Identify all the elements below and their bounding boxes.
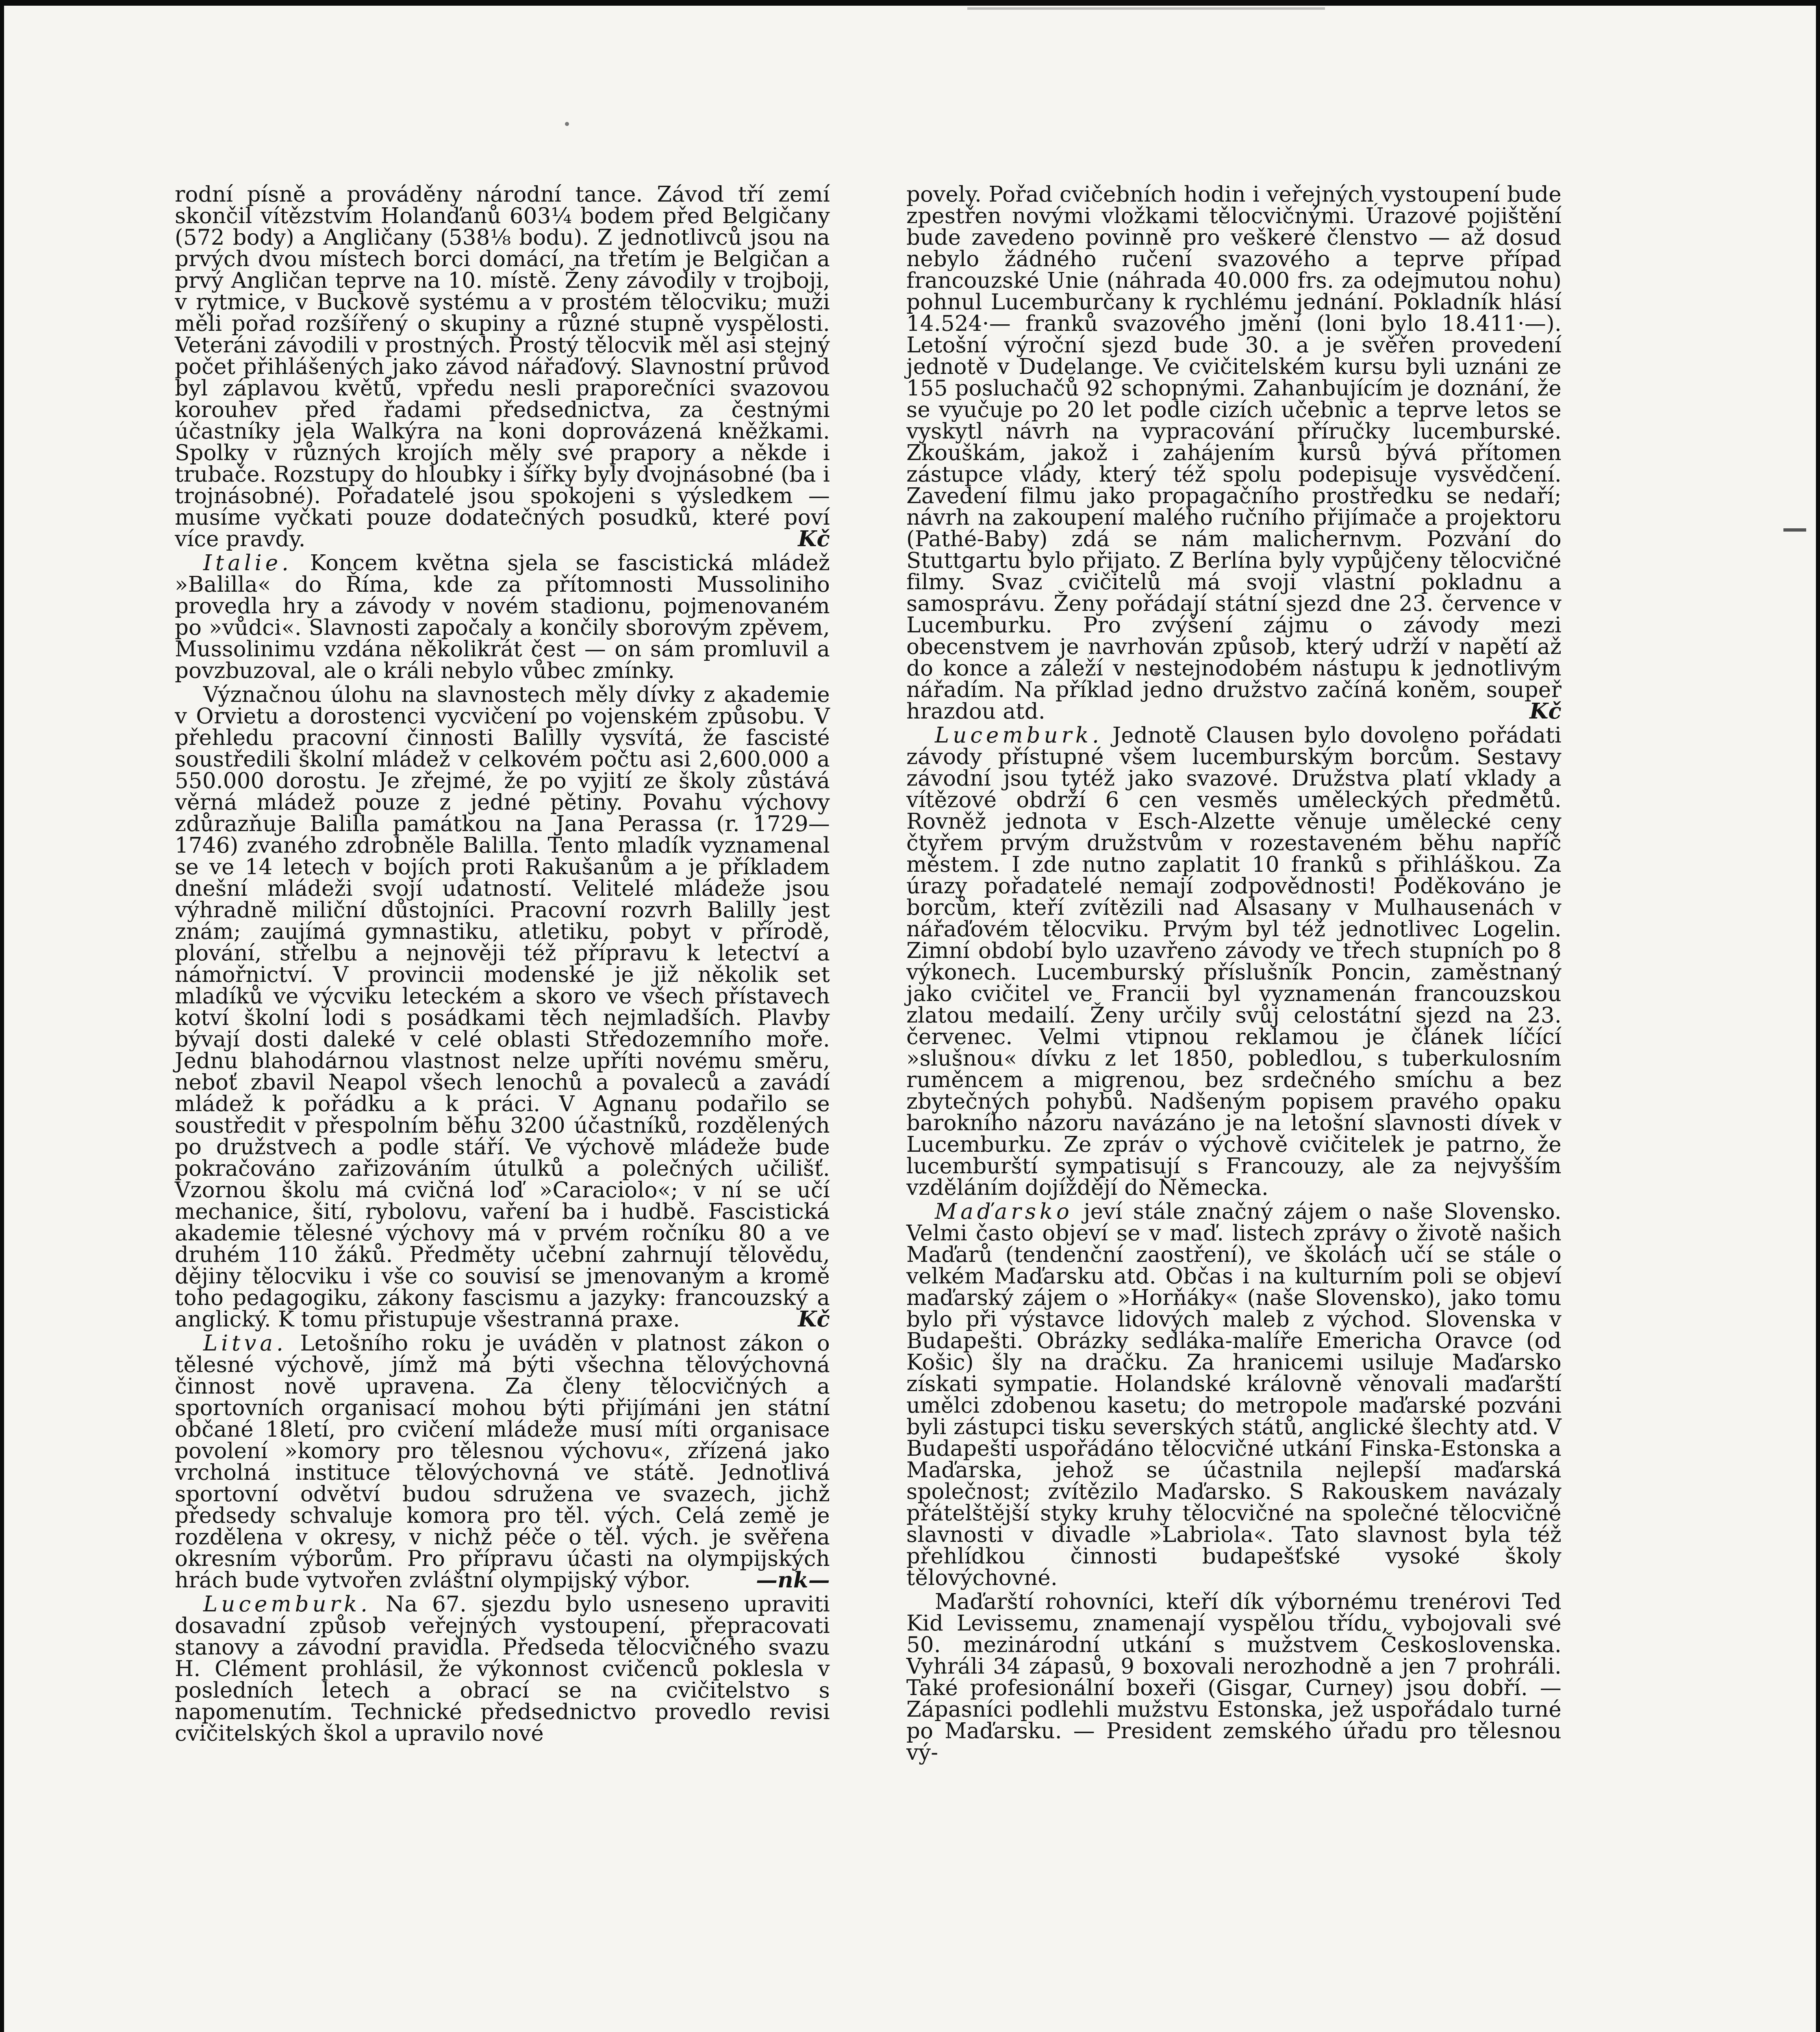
left-column	[175, 184, 830, 1744]
paragraph-text: Maďarští rohovníci, kteří dík výbornému trenérovi Ted Kid Levissemu, znamenají vyspělou třídu, vybojovali své 50. mezinárodní utkání s mužstvem Československa. Vyhráli 34 zápasů, 9 boxovali nerozhodně a jen 7 prohráli. Také profesionální boxeři (Gisgar, Curney) jsou dobří. — Zápasníci podlehli mužstvu Estonska, jež uspořádalo turné po Maďarsku. — President zemského úřadu pro tělesnou vý-	[906, 1589, 1562, 1765]
paragraph-text: Koncem května sjela se fascistická mládež »Balilla« do Říma, kde za přítomnosti Mussoliniho provedla hry a závody v novém stadionu, pojmenovaném po »vůdci«. Slavnosti započaly a končily sborovým zpěvem, Mussolinimu vzdána několikrát čest — on sám promluvil a povzbuzoval, ale o králi nebylo vůbec zmínky.	[175, 551, 830, 683]
paragraph	[906, 1201, 1562, 1589]
paragraph	[175, 684, 830, 1330]
paragraph-text: rodní písně a prováděny národní tance. Závod tří zemí skončil vítězstvím Holanďanů 603¼ bodem před Belgičany (572 body) a Angličany (538⅛ bodu). Z jednotlivců jsou na prvých dvou místech borci domácí, na třetím je Belgičan a prvý Angličan teprve na 10. místě. Ženy závodily v trojboji, v rytmice, v Buckově systému a v prostém tělocviku; muži měli pořad rozšířený o skupiny a různé stupně vyspělosti. Veteráni závodili v prostných. Prostý tělocvik měl asi stejný počet přihlášených jako závod nářaďový. Slavnostní průvod byl záplavou květů, vpředu nesli praporečníci svazovou korouhev před řadami předsednictva, za čestnými účastníky jela Walkýra na koni doprovázená kněžkami. Spolky v různých krojích měly své prapory a někde i trubače. Rozstupy do hloubky i šířky byly dvojnásobné (ba i trojnásobné). Pořadatelé jsou spokojeni s výsledkem — musíme vyčkati pouze dodatečných posudků, které poví více pravdy.	[175, 182, 830, 551]
scan-artifact	[967, 7, 1325, 22]
paragraph	[175, 1333, 830, 1591]
author-signature: —nk—	[756, 1567, 830, 1593]
paragraph	[175, 184, 830, 550]
paragraph	[906, 184, 1562, 722]
author-signature: Kč	[798, 1307, 830, 1332]
section-heading: Litva.	[203, 1331, 287, 1356]
paragraph	[906, 1591, 1562, 1763]
paragraph	[906, 725, 1562, 1198]
right-column	[906, 184, 1562, 1763]
author-signature: Kč	[798, 526, 830, 551]
scan-speck	[565, 122, 569, 126]
author-signature: Kč	[1529, 699, 1562, 724]
section-heading: Lucemburk.	[203, 1592, 371, 1617]
paragraph	[175, 552, 830, 682]
paragraph	[175, 1593, 830, 1744]
paragraph-text: povely. Pořad cvičebních hodin i veřejných vystoupení bude zpestřen novými vložkami tělocvičnými. Úrazové pojištění bude zavedeno povinně pro veškeré členstvo — až dosud nebylo žádného ručení svazového a teprve případ francouzské Unie (náhrada 40.000 frs. za odejmutou nohu) pohnul Lucemburčany k rychlému jednání. Pokladník hlásí 14.524·— franků svazového jmění (loni bylo 18.411·—). Letošní výroční sjezd bude 30. a je svěřen provedení jednotě v Dudelange. Ve cvičitelském kursu byli uznáni ze 155 posluchačů 92 schopnými. Zahanbujícím je doznání, že se vyučuje po 20 let podle cizích učebnic a teprve letos se vyskytl návrh na vypracování příručky lucemburské. Zkouškám, jakož i zahájením kursů bývá přítomen zástupce vlády, který též spolu podepisuje vysvědčení. Zavedení filmu jako propagačního prostředku se nedaří; návrh na zakoupení malého ručního přijímače a projektoru (Pathé-Baby) zdá se nám malichernvm. Pozvání do Stuttgartu bylo přijato. Z Berlína byly vypůjčeny tělocvičné filmy. Svaz cvičitelů má svoji vlastní pokladnu a samosprávu. Ženy pořádají státní sjezd dne 23. července v Lucemburku. Pro zvýšení zájmu o závody mezi obecenstvem je navrhován způsob, který udrží v napětí až do konce a záleží v nestejnodobém nástupu k jednotlivým nářadím. Na příklad jedno družstvo začíná koněm, soupeř hrazdou atd.	[906, 182, 1562, 724]
paragraph-text: Na 67. sjezdu bylo usneseno upraviti dosavadní způsob veřejných vystoupení, přepracovati stanovy a závodní pravidla. Předseda tělocvičného svazu H. Clément prohlásil, že výkonnost cvičenců poklesla v posledních letech a obrací se na cvičitelstvo s napomenutím. Technické předsednictvo provedlo revisi cvičitelských škol a upravilo nové	[175, 1592, 830, 1746]
paragraph-text: Jednotě Clausen bylo dovoleno pořádati závody přístupné všem lucemburským borcům. Sestavy závodní jsou tytéž jako svazové. Družstva platí vklady a vítězové obdrží 6 cen vesměs uměleckých předmětů. Rovněž jednota v Esch-Alzette věnuje umělecké ceny čtyřem prvým družstvům v rozestaveném běhu napříč městem. I zde nutno zaplatit 10 franků s přihláškou. Za úrazy pořadatelé nemají zodpovědnosti! Poděkováno je borcům, kteří zvítězili nad Alsasany v Mulhausenách v nářaďovém tělocviku. Prvým byl též jednotlivec Logelin. Zimní období bylo uzavřeno závody ve třech stupních po 8 výkonech. Lucemburský příslušník Poncin, zaměstnaný jako cvičitel ve Francii byl vyznamenán francouzskou zlatou medailí. Ženy určily svůj celostátní sjezd na 23. červenec. Velmi vtipnou reklamou je článek líčící »slušnou« dívku z let 1850, pobledlou, s tuberkulosním ruměncem a migrenou, bez srdečného smíchu a bez zbytečných pohybů. Nadšeným popisem pravého opaku barokního názoru navázáno je na letošní slavnosti dívek v Lucemburku. Ze zpráv o výchově cvičitelek je patrno, že lucemburští sympatisují s Francouzy, ale za nejvyšším vzděláním dojíždějí do Německa.	[906, 723, 1562, 1200]
paragraph-text: Význačnou úlohu na slavnostech měly dívky z akademie v Orvietu a dorostenci vycvičení po vojenském způsobu. V přehledu pracovní činnosti Balilly vysvítá, že fascisté soustředili školní mládež v celkovém počtu asi 2,600.000 a 550.000 dorostu. Je zřejmé, že po vyjití ze školy zůstává věrná mládež pouze z jedné pětiny. Povahu výchovy zdůrazňuje Balilla památkou na Jana Perassa (r. 1729—1746) zvaného zdrobněle Balilla. Tento mladík vyznamenal se ve 14 letech v bojích proti Rakušanům a je příkladem dnešní mládeži svojí udatností. Velitelé mládeže jsou výhradně miliční důstojníci. Pracovní rozvrh Balilly jest znám; zaujímá gymnastiku, atletiku, pobyt v přírodě, plování, střelbu a nejnověji též přípravu k letectví a námořnictví. V provincii modenské je již několik set mladíků ve výcviku leteckém a skoro ve všech přístavech kotví školní lodi s posádkami těch nejmladších. Plavby bývají dosti daleké v celé oblasti Středozemního moře. Jednu blahodárnou vlastnost nelze upříti novému směru, neboť zbavil Neapol všech lenochů a povaleců a zavádí mládež k pořádku a k práci. V Agnanu podařilo se soustředit v přespolním běhu 3200 účastníků, rozdělených po družstvech a podle stáří. Ve výchově mládeže bude pokračováno zařizováním útulků a polečných učilišť. Vzornou školu má cvičná loď »Caraciolo«; v ní se učí mechanice, šití, rybolovu, vaření ba i hudbě. Fascistická akademie tělesné výchovy má v prvém ročníku 80 a ve druhém 110 žáků. Předměty učební zahrnují tělovědu, dějiny tělocviku i vše co souvisí se jmenovaným a kromě toho pedagogiku, zákony fascismu a jazyky: francouzský a anglický. K tomu přistupuje všestranná praxe.	[175, 682, 830, 1332]
paragraph-text: jeví stále značný zájem o naše Slovensko. Velmi často objeví se v maď. listech zprávy o životě našich Maďarů (tendenční zaostření), ve školách učí se stále o velkém Maďarsku atd. Občas i na kulturním poli se objeví maďarský zájem o »Horňáky« (naše Slovensko), jako tomu bylo při výstavce lidových maleb z východ. Slovenska v Budapešti. Obrázky sedláka-malíře Emericha Oravce (od Košic) šly na dračku. Za hranicemi usiluje Maďarsko získati sympatie. Holandské královně věnovali maďarští umělci zdobenou kasetu; do metropole maďarské pozváni byli zástupci tisku severských států, anglické šlechty atd. V Budapešti uspořádáno tělocvičné utkání Finska-Estonska a Maďarska, jehož se účastnila nejlepší maďarská společnost; zvítězilo Maďarsko. S Rakouskem navázaly přátelštější styky kruhy tělocvičné na společné tělocvičné slavnosti v divadle »Labriola«. Tato slavnost byla též přehlídkou činnosti budapešťské vysoké školy tělovýchovné.	[906, 1199, 1562, 1590]
paragraph-text: Letošního roku je uváděn v platnost zákon o tělesné výchově, jímž má býti všechna tělovýchovná činnost nově upravena. Za členy tělocvičných a sportovních organisací mohou býti přijímáni jen státní občané 18letí, pro cvičení mládeže musí míti organisace povolení »komory pro tělesnou výchovu«, zřízená jako vrcholná instituce tělovýchovná ve státě. Jednotlivá sportovní odvětví budou sdružena ve svazech, jichž předsedy schvaluje komora pro těl. vých. Celá země je rozdělena v okresy, v nichž péče o těl. vých. je svěřena okresním výborům. Pro přípravu účasti na olympijských hrách bude vytvořen zvláštní olympijský výbor.	[175, 1331, 830, 1593]
margin-mark	[1783, 528, 1806, 532]
section-heading: Lucemburk.	[935, 723, 1103, 748]
section-heading: Maďarsko	[935, 1199, 1073, 1224]
section-heading: Italie.	[203, 551, 292, 575]
